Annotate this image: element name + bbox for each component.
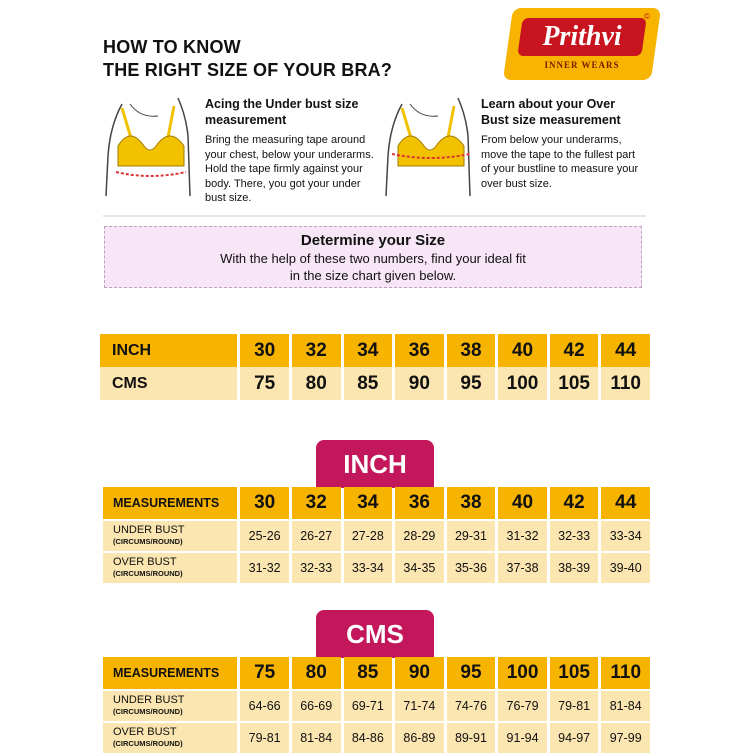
inch-cell: 44 — [601, 334, 650, 367]
measure-cell: 37-38 — [498, 553, 547, 583]
measure-cell: 33-34 — [344, 553, 393, 583]
under-bust-label-note: (CIRCUMS/ROUND) — [113, 537, 183, 546]
measure-cell: 25-26 — [240, 521, 289, 551]
inch-cell: 36 — [395, 334, 444, 367]
under-bust-label — [103, 691, 237, 721]
over-bust-step-body: From below your underarms, move the tape to the fullest part of your bustline to measure your over bust size. — [481, 134, 639, 190]
divider — [103, 215, 646, 217]
page-heading — [103, 36, 392, 82]
measure-cell: 32-33 — [550, 521, 599, 551]
under-bust-step — [205, 96, 377, 206]
under-bust-illustration — [100, 96, 196, 196]
inch-size-header-row — [103, 487, 650, 519]
measure-cell: 34-35 — [395, 553, 444, 583]
cms-cell: 85 — [344, 367, 393, 400]
heading-line-2: THE RIGHT SIZE OF YOUR BRA? — [103, 60, 393, 80]
measure-cell: 84-86 — [344, 723, 393, 753]
measure-cell: 89-91 — [447, 723, 496, 753]
inch-row-label: INCH — [100, 334, 237, 367]
measure-cell: 91-94 — [498, 723, 547, 753]
inch-cell: 40 — [498, 334, 547, 367]
under-bust-label — [103, 521, 237, 551]
size-cell: 34 — [344, 487, 393, 519]
over-bust-label-text: OVER BUST — [113, 726, 177, 738]
size-cell: 100 — [498, 657, 547, 689]
measure-cell: 39-40 — [601, 553, 650, 583]
under-bust-step-title: Acing the Under bust size measurement — [205, 97, 359, 127]
cms-row — [100, 367, 650, 400]
size-cell: 40 — [498, 487, 547, 519]
over-bust-label-text: OVER BUST — [113, 556, 177, 568]
prithvi-logo — [508, 8, 656, 80]
measure-cell: 71-74 — [395, 691, 444, 721]
size-cell: 90 — [395, 657, 444, 689]
measure-cell: 26-27 — [292, 521, 341, 551]
determine-line-1: With the help of these two numbers, find your ideal fit — [220, 251, 526, 266]
measurements-label: MEASUREMENTS — [103, 487, 237, 519]
cms-cell: 110 — [601, 367, 650, 400]
size-cell: 95 — [447, 657, 496, 689]
measure-cell: 76-79 — [498, 691, 547, 721]
size-cell: 80 — [292, 657, 341, 689]
inch-over-bust-row — [103, 553, 650, 583]
cms-cell: 80 — [292, 367, 341, 400]
measurements-label: MEASUREMENTS — [103, 657, 237, 689]
inch-row — [100, 334, 650, 367]
determine-size-box — [104, 226, 642, 288]
measure-cell: 28-29 — [395, 521, 444, 551]
measure-cell: 81-84 — [601, 691, 650, 721]
size-cell: 30 — [240, 487, 289, 519]
inch-cell: 38 — [447, 334, 496, 367]
cms-under-bust-row — [103, 691, 650, 721]
over-bust-illustration — [380, 96, 476, 196]
size-cell: 110 — [601, 657, 650, 689]
size-cell: 44 — [601, 487, 650, 519]
measure-cell: 31-32 — [240, 553, 289, 583]
over-bust-label-note: (CIRCUMS/ROUND) — [113, 739, 183, 748]
heading-line-1: HOW TO KNOW — [103, 37, 241, 57]
cms-cell: 75 — [240, 367, 289, 400]
size-cell: 75 — [240, 657, 289, 689]
over-bust-step-title: Learn about your Over Bust size measurement — [481, 97, 621, 127]
measure-cell: 74-76 — [447, 691, 496, 721]
measure-cell: 31-32 — [498, 521, 547, 551]
measure-cell: 38-39 — [550, 553, 599, 583]
size-cell: 36 — [395, 487, 444, 519]
cms-over-bust-row — [103, 723, 650, 753]
cms-measurements-table — [103, 657, 650, 753]
determine-title: Determine your Size — [300, 232, 446, 249]
measure-cell: 79-81 — [550, 691, 599, 721]
cms-cell: 90 — [395, 367, 444, 400]
measure-cell: 97-99 — [601, 723, 650, 753]
measure-cell: 79-81 — [240, 723, 289, 753]
under-bust-label-note: (CIRCUMS/ROUND) — [113, 707, 183, 716]
under-bust-label-text: UNDER BUST — [113, 524, 185, 536]
inch-cell: 32 — [292, 334, 341, 367]
over-bust-label-note: (CIRCUMS/ROUND) — [113, 569, 183, 578]
inch-cell: 42 — [550, 334, 599, 367]
determine-line-2: in the size chart given below. — [289, 268, 457, 283]
measure-cell: 66-69 — [292, 691, 341, 721]
cms-cell: 105 — [550, 367, 599, 400]
measure-cell: 64-66 — [240, 691, 289, 721]
cms-cell: 100 — [498, 367, 547, 400]
inch-under-bust-row — [103, 521, 650, 551]
logo-mark: © — [644, 12, 650, 21]
under-bust-label-text: UNDER BUST — [113, 694, 185, 706]
measure-cell: 27-28 — [344, 521, 393, 551]
cms-section-tab: CMS — [316, 610, 434, 658]
under-bust-step-body: Bring the measuring tape around your chest, below your underarms. Hold the tape firmly against your body. There, you got your under bust size. — [205, 134, 374, 204]
logo-brand-text: Prithvi — [542, 21, 622, 52]
cms-cell: 95 — [447, 367, 496, 400]
over-bust-label — [103, 723, 237, 753]
over-bust-step — [481, 96, 646, 191]
size-cell: 42 — [550, 487, 599, 519]
measure-cell: 33-34 — [601, 521, 650, 551]
over-bust-label — [103, 553, 237, 583]
size-cell: 85 — [344, 657, 393, 689]
inch-cell: 34 — [344, 334, 393, 367]
measure-cell: 69-71 — [344, 691, 393, 721]
size-cell: 105 — [550, 657, 599, 689]
measure-cell: 32-33 — [292, 553, 341, 583]
cms-size-header-row — [103, 657, 650, 689]
size-cell: 38 — [447, 487, 496, 519]
inch-section-tab: INCH — [316, 440, 434, 488]
measure-cell: 29-31 — [447, 521, 496, 551]
measure-cell: 81-84 — [292, 723, 341, 753]
inch-measurements-table — [103, 487, 650, 583]
measure-cell: 35-36 — [447, 553, 496, 583]
inch-cell: 30 — [240, 334, 289, 367]
size-cell: 32 — [292, 487, 341, 519]
measure-cell: 86-89 — [395, 723, 444, 753]
measure-cell: 94-97 — [550, 723, 599, 753]
logo-tagline: INNER WEARS — [544, 60, 620, 70]
cms-row-label: CMS — [100, 367, 237, 400]
size-conversion-table — [100, 334, 650, 400]
